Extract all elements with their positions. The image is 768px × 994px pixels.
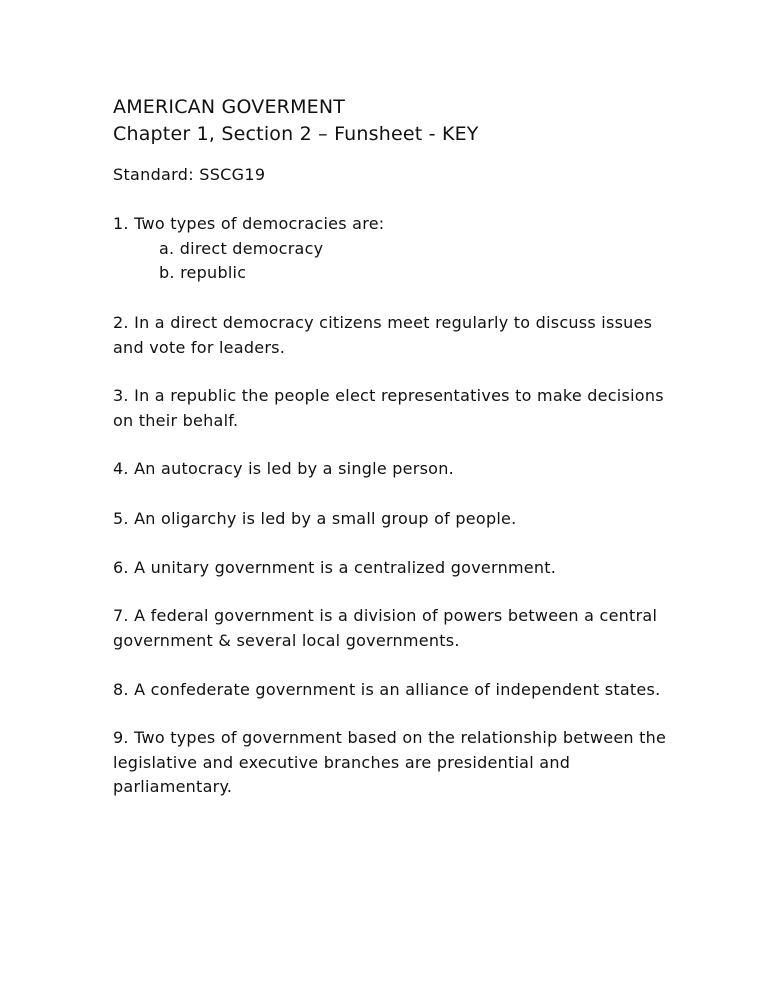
question-item-8: 8. A confederate government is an alliance of independent states. <box>113 680 661 699</box>
answer-option-b: b. republic <box>159 263 247 282</box>
standard-label: Standard: SSCG19 <box>113 165 266 184</box>
question-item-7: 7. A federal government is a division of powers between a central government & several local governments. <box>113 606 658 650</box>
question-item-9: 9. Two types of government based on the relationship between the legislative and executive branches are presidential and parliamentary. <box>113 728 667 796</box>
document-subtitle: Chapter 1, Section 2 – Funsheet - KEY <box>113 123 479 145</box>
question-item-2: 2. In a direct democracy citizens meet regularly to discuss issues and vote for leaders. <box>113 313 653 357</box>
title-block <box>113 94 713 148</box>
question-item-6: 6. A unitary government is a centralized government. <box>113 558 557 577</box>
document-title: AMERICAN GOVERMENT <box>113 96 346 118</box>
answer-option-a: a. direct democracy <box>159 238 324 258</box>
question-item-4: 4. An autocracy is led by a single person. <box>113 459 454 478</box>
question-item-1 <box>113 212 673 286</box>
question-item-5: 5. An oligarchy is led by a small group of people. <box>113 509 517 528</box>
question-item-3: 3. In a republic the people elect representatives to make decisions on their behalf. <box>113 386 664 430</box>
question-text: 1. Two types of democracies are: <box>113 214 385 233</box>
